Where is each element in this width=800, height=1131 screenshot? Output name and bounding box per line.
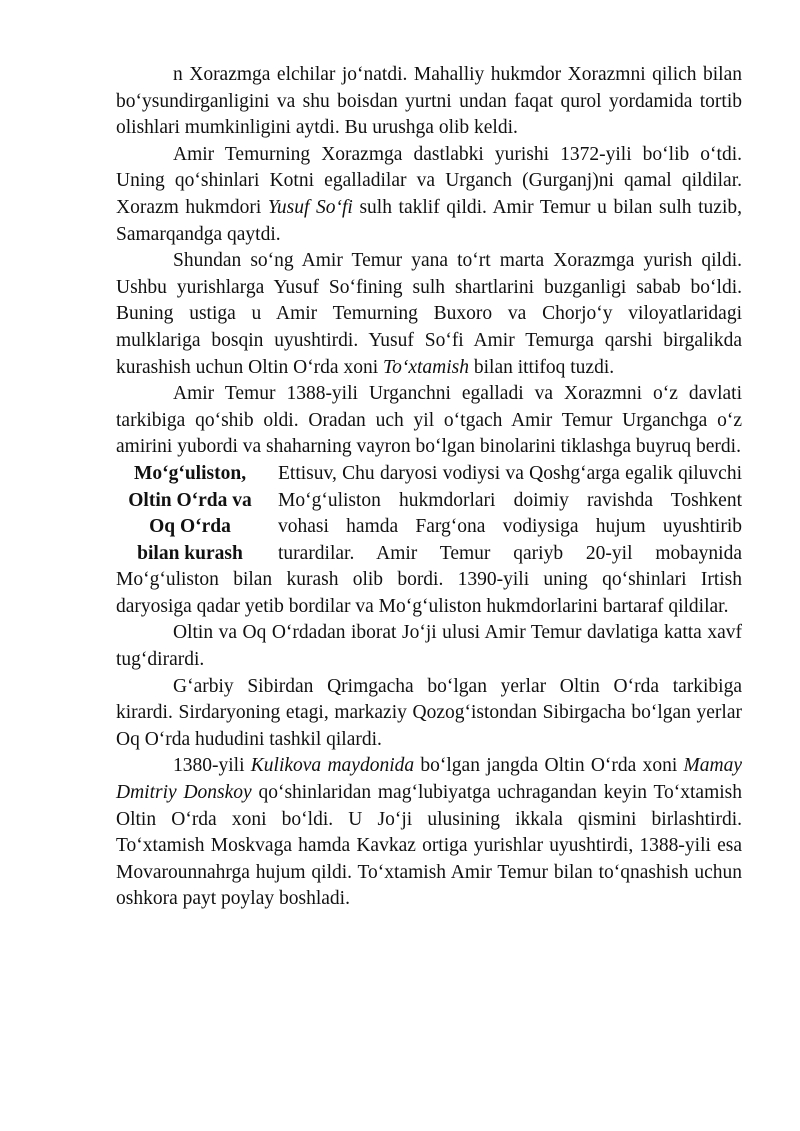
paragraph-8	[116, 753, 742, 913]
text-span: bo‘lgan jangda Oltin O‘rda xoni	[414, 755, 684, 777]
paragraph-3	[116, 248, 742, 381]
side-heading-line: bilan kurash	[137, 542, 243, 564]
section-mogulistan	[116, 461, 742, 621]
paragraph-2	[116, 142, 742, 248]
side-heading-line: Mo‘g‘uliston,	[133, 462, 247, 484]
side-heading	[116, 461, 264, 567]
paragraph-1: n Xorazmga elchilar jo‘natdi. Mahalliy hukmdor Xorazmni qilich bilan bo‘ysundirganligini va shu boisdan yurtni undan faqat qurol yordamida tortib olishlari mumkinligini aytdi. Bu urushga olib keldi.	[116, 64, 742, 139]
paragraph-7: G‘arbiy Sibirdan Qrimgacha bo‘lgan yerlar Oltin O‘rda tarkibiga kirardi. Sirdaryoning etagi, markaziy Qozog‘istondan Sibirgacha bo‘lgan yerlar Oq O‘rda hududini tashkil qilardi.	[116, 675, 742, 750]
side-heading-line: Oq O‘rda	[149, 516, 231, 538]
person-name: Yusuf So‘fi	[267, 196, 353, 218]
paragraph-5: Ettisuv, Chu daryosi vodiysi va Qoshg‘arga egalik qiluvchi Mo‘g‘uliston hukmdorlari doimiy ravishda Toshkent vohasi hamda Farg‘ona vodiysiga hujum uyushtirib turardilar. Amir Temur qariyb 20-yil mobaynida Mo‘g‘uliston bilan kurash olib bordi. 1390-yili uning qo‘shinlari Irtish daryosiga qadar yetib bordilar va Mo‘g‘uliston hukmdorlarini bartaraf qildilar.	[116, 462, 742, 617]
person-name: To‘xtamish	[383, 356, 469, 378]
place-name: Kulikova maydonida	[250, 755, 415, 777]
paragraph-6: Oltin va Oq O‘rdadan iborat Jo‘ji ulusi Amir Temur davlatiga katta xavf tug‘dirardi.	[116, 622, 742, 671]
text-span: bilan ittifoq tuzdi.	[468, 356, 615, 378]
person-names: Mamay Dmitriy Donskoy	[116, 755, 743, 804]
text-span: qo‘shinlaridan mag‘lubiyatga uchragandan keyin To‘xtamish Oltin O‘rda xoni bo‘ldi. U Jo‘ji ulusining ikkala qismini birlashtirdi. To‘xtamish Moskvaga hamda Kavkaz ortiga yurishlar uyushtirdi, 1388-yili esa Movarounnahrga hujum qildi. To‘xtamish Amir Temur bilan to‘qnashish uchun oshkora payt poylay boshladi.	[116, 782, 742, 910]
text-span: 1380-yili	[173, 755, 251, 777]
text-span: Amir Temurning Xorazmga dastlabki yurishi 1372-yili bo‘lib o‘tdi. Uning qo‘shinlari Kotni egalladilar va Urganch (Gurganj)ni qamal qildilar. Xorazm hukmdori	[116, 143, 742, 218]
side-heading-line: Oltin O‘rda va	[128, 489, 252, 511]
text-span: sulh taklif qildi. Amir Temur u bilan sulh tuzib, Samarqandga qaytdi.	[116, 196, 743, 245]
paragraph-4: Amir Temur 1388-yili Urganchni egalladi va Xorazmni o‘z davlati tarkibiga qo‘shib oldi. Oradan uch yil o‘tgach Amir Temur Urganchga o‘z amirini yubordi va shaharning vayron bo‘lgan binolarini tiklashga buyruq berdi.	[116, 383, 742, 458]
text-span: Shundan so‘ng Amir Temur yana to‘rt marta Xorazmga yurish qildi. Ushbu yurishlarga Yusuf So‘fining sulh shartlarini buzganligi sabab bo‘ldi. Buning ustiga u Amir Temurning Buxoro va Chorjo‘y viloyatlaridagi mulklariga bosqin uyushtirdi. Yusuf So‘fi Amir Temurga qarshi birgalikda kurashish uchun Oltin O‘rda xoni	[116, 250, 742, 378]
page-body	[116, 62, 742, 913]
